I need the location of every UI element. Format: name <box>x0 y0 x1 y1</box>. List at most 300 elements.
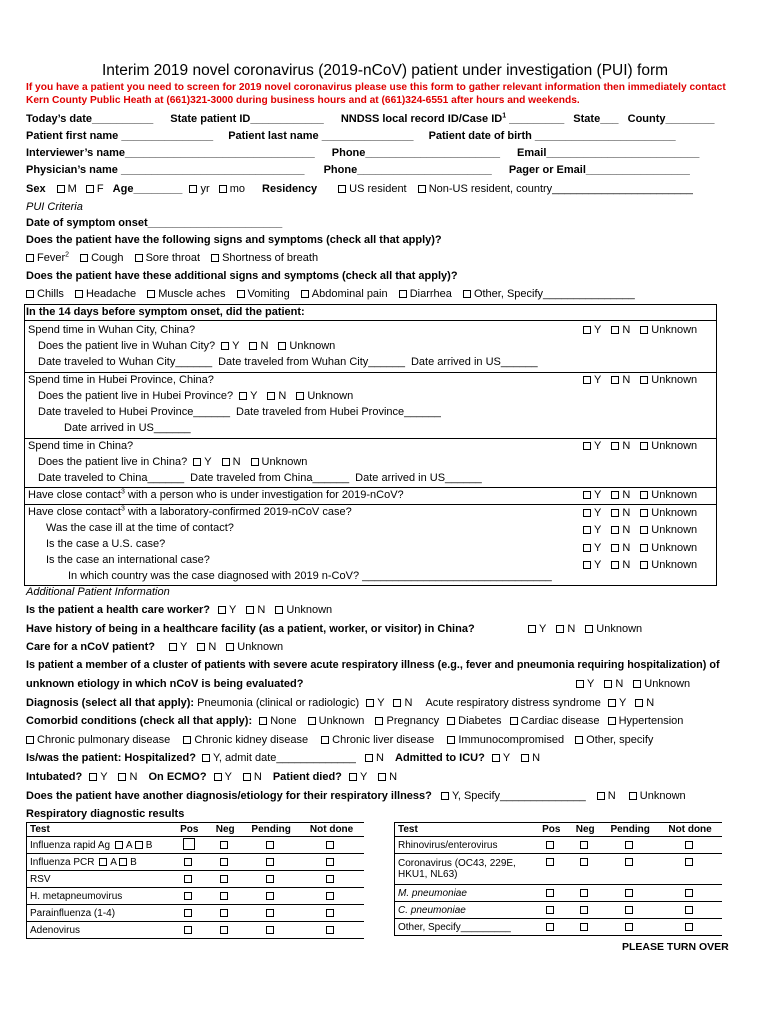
checkbox-icon[interactable] <box>583 442 591 450</box>
checkbox-icon[interactable] <box>184 858 192 866</box>
checkbox-icon[interactable] <box>57 185 65 193</box>
checkbox-icon[interactable] <box>278 342 286 350</box>
checkbox-icon[interactable] <box>222 458 230 466</box>
table-header-row <box>27 823 365 837</box>
contact-pui-label: Have close contact <box>28 489 121 501</box>
checkbox-icon[interactable] <box>625 889 633 897</box>
test-name: M. pneumoniae <box>395 885 535 902</box>
checkbox-icon[interactable] <box>611 442 619 450</box>
china-question: Spend time in China? <box>28 440 134 452</box>
n-label: N <box>278 390 287 402</box>
checkbox-icon[interactable] <box>219 185 227 193</box>
checkbox-icon[interactable] <box>583 561 591 569</box>
other-diagnosis-specify[interactable]: Y, Specify______________ <box>451 790 586 802</box>
checkbox-icon[interactable] <box>629 792 637 800</box>
neg-cell[interactable] <box>568 885 602 902</box>
checkbox-icon[interactable] <box>625 923 633 931</box>
pending-cell[interactable] <box>243 905 299 922</box>
neg-cell[interactable] <box>568 854 602 885</box>
checkbox-icon[interactable] <box>193 458 201 466</box>
neg-cell[interactable] <box>207 905 243 922</box>
checkbox-icon[interactable] <box>189 185 197 193</box>
pos-cell[interactable] <box>534 854 568 885</box>
died-label: Patient died? <box>272 771 342 783</box>
checkbox-icon[interactable] <box>220 858 228 866</box>
test-label: Influenza rapid Ag <box>30 839 111 851</box>
checkbox-icon[interactable] <box>640 561 648 569</box>
n-label: N <box>129 771 138 783</box>
checkbox-icon[interactable] <box>546 923 554 931</box>
table-row <box>395 885 723 902</box>
checkbox-icon[interactable] <box>169 643 177 651</box>
checkbox-icon[interactable] <box>575 736 583 744</box>
checkbox-icon[interactable] <box>119 858 127 866</box>
checkbox-icon[interactable] <box>266 875 274 883</box>
sex-f-option[interactable] <box>86 183 104 195</box>
checkbox-icon[interactable] <box>463 290 471 298</box>
pos-cell[interactable] <box>171 888 207 905</box>
not-done-cell[interactable] <box>299 837 364 854</box>
not-done-cell[interactable] <box>658 837 722 854</box>
not-done-cell[interactable] <box>299 871 364 888</box>
interviewer-phone-field[interactable]: Phone______________________ <box>331 147 500 159</box>
checkbox-icon[interactable] <box>447 717 455 725</box>
nndss-line: _________ <box>506 113 565 125</box>
checkbox-icon[interactable] <box>685 923 693 931</box>
sex-m-option[interactable] <box>57 183 77 195</box>
checkbox-icon[interactable] <box>611 561 619 569</box>
checkbox-icon[interactable] <box>556 625 564 633</box>
pending-cell[interactable] <box>243 888 299 905</box>
y-label: Y <box>594 440 602 452</box>
neg-cell[interactable] <box>207 837 243 854</box>
checkbox-icon[interactable] <box>226 643 234 651</box>
checkbox-icon[interactable] <box>399 290 407 298</box>
checkbox-icon[interactable] <box>597 792 605 800</box>
checkbox-icon[interactable] <box>211 254 219 262</box>
checkbox-icon[interactable] <box>608 717 616 725</box>
sore-throat-label: Sore throat <box>145 252 200 264</box>
checkbox-icon[interactable] <box>237 290 245 298</box>
fever-option[interactable] <box>26 252 69 264</box>
y-label: Y <box>100 771 108 783</box>
not-done-cell[interactable] <box>658 902 722 919</box>
wuhan-date-from[interactable]: Date traveled from Wuhan City______ <box>218 356 405 368</box>
not-done-cell[interactable] <box>658 919 722 936</box>
checkbox-icon[interactable] <box>611 491 619 499</box>
n-label: N <box>404 697 413 709</box>
checkbox-icon[interactable] <box>583 491 591 499</box>
chronic-liver-label: Chronic liver disease <box>332 734 435 746</box>
not-done-cell[interactable] <box>658 854 722 885</box>
case-country-field[interactable]: In which country was the case diagnosed with 2019 n-CoV? _______________________________ <box>68 570 552 582</box>
chills-option[interactable] <box>26 288 64 300</box>
checkbox-icon[interactable] <box>640 442 648 450</box>
test-name[interactable]: Other, Specify_________ <box>395 919 535 936</box>
diarrhea-option[interactable] <box>399 288 452 300</box>
checkbox-icon[interactable] <box>326 892 334 900</box>
checkbox-icon[interactable] <box>528 625 536 633</box>
comorbid-unknown-option[interactable] <box>308 715 365 727</box>
hcw-row <box>26 603 332 617</box>
age-field[interactable]: Age________ <box>112 183 183 195</box>
cluster-options <box>576 677 690 691</box>
checkbox-icon[interactable] <box>585 625 593 633</box>
pos-cell[interactable] <box>534 837 568 854</box>
hubei-date-to[interactable]: Date traveled to Hubei Province______ <box>38 406 231 418</box>
n-label: N <box>253 771 262 783</box>
checkbox-icon[interactable] <box>266 926 274 934</box>
symptom-onset-field[interactable]: Date of symptom onset______________________ <box>26 217 283 229</box>
y-label: Y <box>594 324 602 336</box>
checkbox-icon[interactable] <box>267 392 275 400</box>
checkbox-icon[interactable] <box>89 773 97 781</box>
muscle-aches-option[interactable] <box>147 288 225 300</box>
state-field[interactable]: State___ <box>573 113 619 125</box>
checkbox-icon[interactable] <box>625 906 633 914</box>
checkbox-icon[interactable] <box>378 773 386 781</box>
checkbox-icon[interactable] <box>26 736 34 744</box>
neg-cell[interactable] <box>207 854 243 871</box>
immunocompromised-label: Immunocompromised <box>458 734 565 746</box>
checkbox-icon[interactable] <box>184 926 192 934</box>
checkbox-icon[interactable] <box>633 680 641 688</box>
n-label: N <box>622 489 631 501</box>
checkbox-icon[interactable] <box>266 892 274 900</box>
y-label: Y <box>594 489 602 501</box>
county-field[interactable]: County________ <box>627 113 715 125</box>
unknown-label: Unknown <box>651 374 698 386</box>
age-yr-option[interactable] <box>189 183 209 195</box>
comorbid-diabetes-option[interactable] <box>447 715 501 727</box>
right-results-table <box>394 822 722 936</box>
y-label: Y <box>594 559 602 571</box>
checkbox-icon[interactable] <box>243 773 251 781</box>
checkbox-icon[interactable] <box>546 889 554 897</box>
checkbox-icon[interactable] <box>135 841 143 849</box>
checkbox-icon[interactable] <box>183 838 195 850</box>
not-done-cell[interactable] <box>658 885 722 902</box>
checkbox-icon[interactable] <box>580 841 588 849</box>
checkbox-icon[interactable] <box>611 326 619 334</box>
checkbox-icon[interactable] <box>115 841 123 849</box>
admit-date-field[interactable]: Y, admit date_____________ <box>212 752 356 764</box>
checkbox-icon[interactable] <box>441 792 449 800</box>
not-done-cell[interactable] <box>299 888 364 905</box>
interviewer-field[interactable]: Interviewer’s name_______________________________ <box>26 147 315 159</box>
checkbox-icon[interactable] <box>510 717 518 725</box>
vomiting-option[interactable] <box>237 288 290 300</box>
checkbox-icon[interactable] <box>583 544 591 552</box>
y-label: Y <box>250 390 258 402</box>
wuhan-date-to[interactable]: Date traveled to Wuhan City______ <box>38 356 213 368</box>
checkbox-icon[interactable] <box>220 841 228 849</box>
checkbox-icon[interactable] <box>640 376 648 384</box>
checkbox-icon[interactable] <box>583 376 591 384</box>
unknown-label: Unknown <box>286 604 333 616</box>
wuhan-live-row <box>38 339 335 353</box>
checkbox-icon[interactable] <box>685 906 693 914</box>
n-label: N <box>615 678 624 690</box>
pending-cell[interactable] <box>602 902 658 919</box>
checkbox-icon[interactable] <box>580 923 588 931</box>
checkbox-icon[interactable] <box>580 906 588 914</box>
pending-cell[interactable] <box>243 871 299 888</box>
physician-phone-field[interactable]: Phone______________________ <box>323 164 492 176</box>
checkbox-icon[interactable] <box>251 458 259 466</box>
email-field[interactable]: Email_________________________ <box>517 147 700 159</box>
unknown-label: Unknown <box>289 340 336 352</box>
y-label: Y <box>594 374 602 386</box>
nndss-field[interactable] <box>341 113 564 125</box>
checkbox-icon[interactable] <box>611 376 619 384</box>
todays-date-field[interactable]: Today’s date__________ <box>26 113 154 125</box>
checkbox-icon[interactable] <box>349 773 357 781</box>
comorbid-none-option[interactable] <box>259 715 296 727</box>
checkbox-icon[interactable] <box>220 926 228 934</box>
checkbox-icon[interactable] <box>546 841 554 849</box>
neg-cell[interactable] <box>568 919 602 936</box>
neg-cell[interactable] <box>568 837 602 854</box>
checkbox-icon[interactable] <box>86 185 94 193</box>
physician-field[interactable]: Physician’s name ______________________________ <box>26 164 305 176</box>
not-done-cell[interactable] <box>299 905 364 922</box>
unknown-label: Unknown <box>651 542 698 554</box>
comorbid-hypertension-option[interactable] <box>608 715 684 727</box>
checkbox-icon[interactable] <box>80 254 88 262</box>
checkbox-icon[interactable] <box>608 699 616 707</box>
checkbox-icon[interactable] <box>576 680 584 688</box>
checkbox-icon[interactable] <box>640 491 648 499</box>
us-resident-label: US resident <box>349 183 407 195</box>
n-label: N <box>622 324 631 336</box>
comorbid-liver-option[interactable] <box>321 734 434 746</box>
intl-case-question: Is the case an international case? <box>46 554 210 566</box>
hcw-question: Is the patient a health care worker? <box>26 604 211 616</box>
checkbox-icon[interactable] <box>266 909 274 917</box>
cluster-question-cont: unknown etiology in which nCoV is being evaluated? <box>26 678 304 690</box>
comorbid-cardiac-option[interactable] <box>510 715 600 727</box>
y-label: Y <box>539 623 547 635</box>
abdominal-pain-option[interactable] <box>301 288 388 300</box>
checkbox-icon[interactable] <box>611 544 619 552</box>
pos-cell[interactable] <box>171 837 207 854</box>
pos-cell[interactable] <box>534 919 568 936</box>
checkbox-icon[interactable] <box>685 858 693 866</box>
pregnancy-label: Pregnancy <box>386 715 440 727</box>
checkbox-icon[interactable] <box>75 290 83 298</box>
chills-label: Chills <box>37 288 64 300</box>
checkbox-icon[interactable] <box>218 606 226 614</box>
pending-cell[interactable] <box>243 837 299 854</box>
checkbox-icon[interactable] <box>301 290 309 298</box>
checkbox-icon[interactable] <box>640 326 648 334</box>
pos-cell[interactable] <box>171 922 207 939</box>
checkbox-icon[interactable] <box>635 699 643 707</box>
checkbox-icon[interactable] <box>685 841 693 849</box>
cough-option[interactable] <box>80 252 123 264</box>
checkbox-icon[interactable] <box>546 906 554 914</box>
checkbox-icon[interactable] <box>266 858 274 866</box>
checkbox-icon[interactable] <box>147 290 155 298</box>
first-name-field[interactable]: Patient first name _______________ <box>26 130 214 142</box>
checkbox-icon[interactable] <box>184 875 192 883</box>
checkbox-icon[interactable] <box>640 544 648 552</box>
checkbox-icon[interactable] <box>184 909 192 917</box>
checkbox-icon[interactable] <box>580 858 588 866</box>
checkbox-icon[interactable] <box>326 909 334 917</box>
checkbox-icon[interactable] <box>375 717 383 725</box>
table-row <box>27 871 365 888</box>
n-label: N <box>257 604 266 616</box>
checkbox-icon[interactable] <box>266 841 274 849</box>
checkbox-icon[interactable] <box>202 754 210 762</box>
pending-cell[interactable] <box>602 837 658 854</box>
checkbox-icon[interactable] <box>625 841 633 849</box>
neg-header: Neg <box>568 823 602 837</box>
comorbid-pulmonary-option[interactable] <box>26 734 170 746</box>
checkbox-icon[interactable] <box>220 892 228 900</box>
checkbox-icon[interactable] <box>118 773 126 781</box>
checkbox-icon[interactable] <box>326 841 334 849</box>
wuhan-date-arrived[interactable]: Date arrived in US______ <box>410 356 538 368</box>
checkbox-icon[interactable] <box>239 392 247 400</box>
comorbid-other-option[interactable] <box>575 734 653 746</box>
pos-cell[interactable] <box>534 902 568 919</box>
checkbox-icon[interactable] <box>220 875 228 883</box>
state-patient-id-field[interactable]: State patient ID____________ <box>170 113 324 125</box>
checkbox-icon[interactable] <box>220 909 228 917</box>
hubei-date-arrived[interactable]: Date arrived in US______ <box>64 422 191 434</box>
checkbox-icon[interactable] <box>492 754 500 762</box>
shortness-of-breath-option[interactable] <box>211 252 318 264</box>
headache-option[interactable] <box>75 288 136 300</box>
unknown-label: Unknown <box>596 623 643 635</box>
china-date-from[interactable]: Date traveled from China______ <box>190 472 350 484</box>
checkbox-icon[interactable] <box>365 754 373 762</box>
comorbid-pregnancy-option[interactable] <box>375 715 439 727</box>
checkbox-icon[interactable] <box>326 926 334 934</box>
neg-cell[interactable] <box>568 902 602 919</box>
checkbox-icon[interactable] <box>583 526 591 534</box>
checkbox-icon[interactable] <box>640 509 648 517</box>
checkbox-icon[interactable] <box>197 643 205 651</box>
checkbox-icon[interactable] <box>214 773 222 781</box>
checkbox-icon[interactable] <box>184 892 192 900</box>
chronic-kidney-label: Chronic kidney disease <box>194 734 309 746</box>
last-name-field[interactable]: Patient last name _______________ <box>228 130 414 142</box>
age-mo-option[interactable] <box>219 183 245 195</box>
additional-signs-row <box>26 287 635 301</box>
checkbox-icon[interactable] <box>580 889 588 897</box>
pending-cell[interactable] <box>243 922 299 939</box>
hubei-date-from[interactable]: Date traveled from Hubei Province______ <box>236 406 441 418</box>
pending-cell[interactable] <box>602 919 658 936</box>
not-done-cell[interactable] <box>299 922 364 939</box>
checkbox-icon[interactable] <box>418 185 426 193</box>
checkbox-icon[interactable] <box>447 736 455 744</box>
checkbox-icon[interactable] <box>583 509 591 517</box>
hubei-live-row <box>38 389 353 403</box>
pending-cell[interactable] <box>243 854 299 871</box>
checkbox-icon[interactable] <box>321 736 329 744</box>
divider <box>25 320 716 321</box>
other-symptom-option[interactable] <box>463 288 635 300</box>
notice-text: If you have a patient you need to screen for 2019 novel coronavirus please use this form to gather relevant information then immediately contact Kern County Public Heath at (661)321-3000 during business hours and at (661)324-6551 after hours and weekends. <box>26 82 726 106</box>
us-resident-option[interactable] <box>338 183 406 195</box>
checkbox-icon[interactable] <box>99 858 107 866</box>
table-row <box>395 902 723 919</box>
table-row <box>27 922 365 939</box>
checkbox-icon[interactable] <box>604 680 612 688</box>
pager-email-field[interactable]: Pager or Email_________________ <box>508 164 690 176</box>
pos-cell[interactable] <box>171 871 207 888</box>
pos-cell[interactable] <box>171 854 207 871</box>
checkbox-icon[interactable] <box>366 699 374 707</box>
unknown-label: Unknown <box>318 715 365 727</box>
checkbox-icon[interactable] <box>640 526 648 534</box>
checkbox-icon[interactable] <box>393 699 401 707</box>
pending-cell[interactable] <box>602 885 658 902</box>
checkbox-icon[interactable] <box>275 606 283 614</box>
china-date-arrived[interactable]: Date arrived in US______ <box>355 472 482 484</box>
checkbox-icon[interactable] <box>221 342 229 350</box>
comorbid-kidney-option[interactable] <box>183 734 308 746</box>
non-us-resident-option[interactable] <box>418 183 693 195</box>
pos-cell[interactable] <box>534 885 568 902</box>
unknown-label: Unknown <box>651 559 698 571</box>
checkbox-icon[interactable] <box>685 889 693 897</box>
checkbox-icon[interactable] <box>583 326 591 334</box>
n-label: N <box>208 641 217 653</box>
checkbox-icon[interactable] <box>249 342 257 350</box>
b-label: B <box>130 856 137 868</box>
pos-cell[interactable] <box>171 905 207 922</box>
checkbox-icon[interactable] <box>338 185 346 193</box>
checkbox-icon[interactable] <box>326 875 334 883</box>
checkbox-icon[interactable] <box>611 526 619 534</box>
diarrhea-label: Diarrhea <box>409 288 452 300</box>
intubated-row <box>26 770 397 784</box>
checkbox-icon[interactable] <box>611 509 619 517</box>
pos-header: Pos <box>171 823 207 837</box>
comorbid-immuno-option[interactable] <box>447 734 564 746</box>
case-ill-ynu <box>583 523 697 537</box>
sore-throat-option[interactable] <box>135 252 200 264</box>
checkbox-icon[interactable] <box>246 606 254 614</box>
pending-header: Pending <box>602 823 658 837</box>
checkbox-icon[interactable] <box>183 736 191 744</box>
neg-cell[interactable] <box>207 888 243 905</box>
china-date-to[interactable]: Date traveled to China______ <box>38 472 185 484</box>
checkbox-icon[interactable] <box>625 858 633 866</box>
checkbox-icon[interactable] <box>308 717 316 725</box>
checkbox-icon[interactable] <box>26 254 34 262</box>
neg-cell[interactable] <box>207 871 243 888</box>
checkbox-icon[interactable] <box>521 754 529 762</box>
checkbox-icon[interactable] <box>135 254 143 262</box>
pending-cell[interactable] <box>602 854 658 885</box>
checkbox-icon[interactable] <box>259 717 267 725</box>
neg-cell[interactable] <box>207 922 243 939</box>
checkbox-icon[interactable] <box>26 290 34 298</box>
checkbox-icon[interactable] <box>546 858 554 866</box>
dob-field[interactable]: Patient date of birth _______________________ <box>428 130 676 142</box>
checkbox-icon[interactable] <box>326 858 334 866</box>
signs-row <box>26 251 318 265</box>
not-done-cell[interactable] <box>299 854 364 871</box>
checkbox-icon[interactable] <box>296 392 304 400</box>
